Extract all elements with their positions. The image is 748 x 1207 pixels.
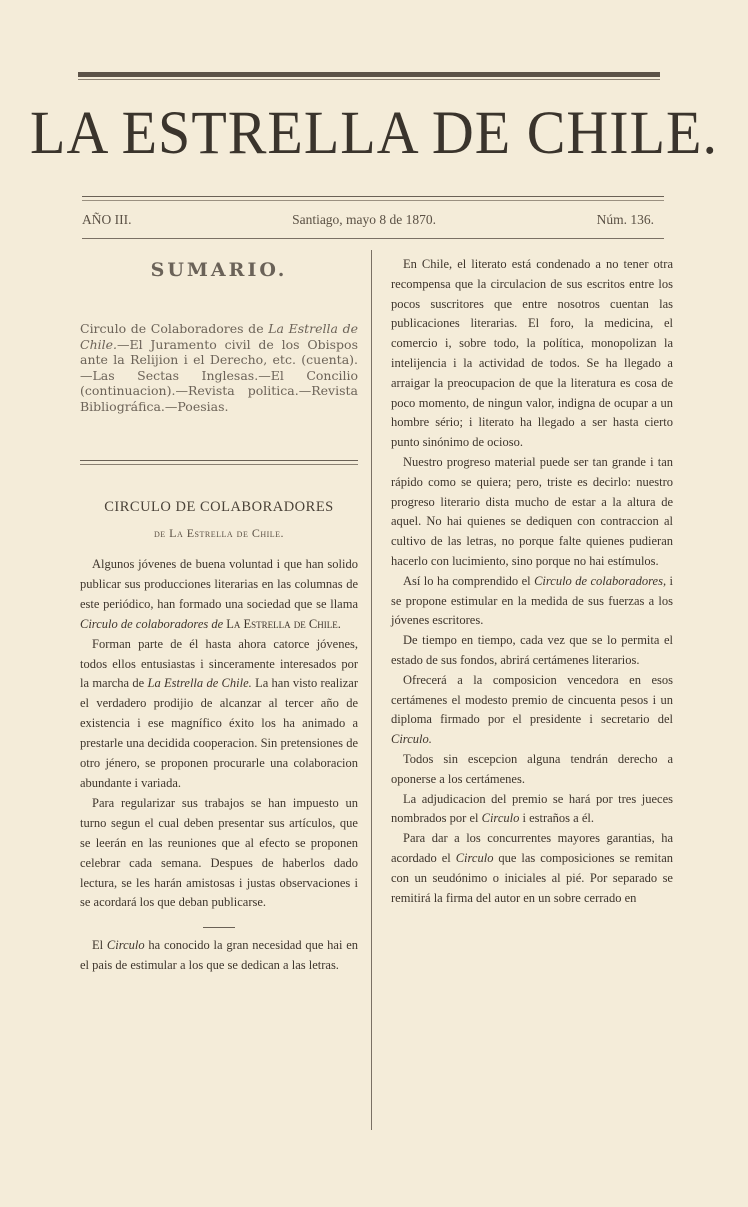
- sumario-title: SUMARIO.: [150, 259, 288, 281]
- masthead-title: LA ESTRELLA DE CHILE.: [30, 98, 718, 167]
- sumario-text-part: Circulo de Colaboradores de: [80, 321, 269, 336]
- sumario-text-part: —El Juramento civil de los Obispos ante la Relijion i el Derecho, etc. (cuenta).—Las Sectas Inglesas.—El Concilio (continuacion).—Revista politica.—Revista Bibliográfica.—Poesias.: [80, 336, 358, 414]
- paragraph-text: Algunos jóvenes de buena voluntad i que han solido publicar sus producciones literarias en las columnas de este periódico, han formado una sociedad que se llama: [80, 557, 358, 611]
- paragraph-italic: Circulo: [455, 850, 494, 865]
- masthead-rule: [82, 196, 664, 197]
- paragraph-text: El: [92, 938, 107, 953]
- paragraph-text: Para dar a los concurrentes mayores garantias, ha acordado el: [391, 831, 673, 865]
- article-paragraph: [80, 555, 358, 635]
- article-paragraph: [391, 671, 673, 750]
- article-paragraph: [391, 829, 673, 908]
- sumario-text-italic: La Estrella de Chile.: [80, 321, 358, 352]
- top-thick-rule: [78, 72, 660, 77]
- article-paragraph: [80, 936, 358, 976]
- article-paragraph: Nuestro progreso material puede ser tan grande i tan rápido como se quiera; pero, triste es decirlo: nuestro progreso literario dista mucho de estar a la altura de aquel. No hai quienes se dediquen con contraccion al cultivo de las letras, no porque falte quienes pudieran hacerlo con lucimiento, sino porque no hai estímulos.: [391, 454, 673, 568]
- paragraph-text: i estraños a él.: [519, 811, 594, 826]
- right-column: [391, 255, 673, 908]
- left-column: [80, 255, 358, 976]
- issue-number: Núm. 136.: [596, 212, 654, 227]
- article-paragraph: [391, 572, 673, 631]
- dateline: [82, 212, 654, 228]
- paragraph-text: La han visto realizar el verdadero prodijio de alcanzar al tercer año de existencia i ese magnífico éxito los ha animado a prestarle una decidida cooperacion. Sin pretensiones de otro jénero, se proponen procurarle una colaboracion abundante i variada.: [80, 676, 358, 790]
- issue-place-date: Santiago, mayo 8 de 1870.: [292, 212, 437, 227]
- paragraph-smallcaps: La Estrella de Chile.: [223, 616, 341, 631]
- paragraph-text: i se propone estimular en la medida de sus fuerzas a los jóvenes escritores.: [391, 573, 673, 628]
- issue-year: AÑO III.: [82, 212, 132, 227]
- paragraph-italic: Circulo: [481, 811, 520, 826]
- masthead-rule-thin: [82, 200, 664, 201]
- article-paragraph: De tiempo en tiempo, cada vez que se lo permita el estado de sus fondos, abrirá certámenes literarios.: [391, 633, 673, 667]
- paragraph-italic: La Estrella de Chile.: [147, 676, 252, 691]
- article-paragraph: [391, 790, 673, 830]
- paragraph-italic: Circulo.: [391, 732, 432, 747]
- paragraph-text: ha conocido la gran necesidad que hai en el pais de estimular a los que se dedican a las letras.: [80, 938, 359, 973]
- column-divider: [371, 250, 372, 1130]
- article-paragraph: Para regularizar sus trabajos se han impuesto un turno segun el cual deben presentar sus artículos, que se leerán en las reuniones que al efecto se proponen celebrar cada semana. Despues de haberlos dado lectura, se les harán amistosas i justas observaciones i se acordará los que deban publicarse.: [80, 795, 358, 910]
- paragraph-text: Así lo ha comprendido el: [403, 573, 535, 588]
- paragraph-text: que las composiciones se remitan con un seudónimo o iniciales al pié. Por separado se remitirá la firma del autor en un sobre cerrado en: [391, 850, 673, 905]
- article-paragraph: En Chile, el literato está condenado a no tener otra recompensa que la circulacion de sus escritos entre los pocos suscritores que entre nosotros cuentan las publicaciones literarias. El foro, la medicina, el comercio i, sobre todo, la política, monopolizan la intelijencia i la actividad de todos. Se ha llegado a arraigar la preocupacion de que la literatura es cosa de poco momento, de ningun valor, indigna de ocupar a un hombre sério; i literato ha llegado a ser hasta cierto punto sinónimo de ocioso.: [391, 257, 673, 450]
- article-subtitle: de La Estrella de Chile.: [153, 526, 285, 540]
- paragraph-text: Ofrecerá a la composicion vencedora en esos certámenes el modesto premio de cincuenta pesos i un diploma firmado por el presidente i secretario del: [391, 672, 673, 727]
- paragraph-text: Forman parte de él hasta ahora catorce jóvenes, todos ellos entusiastas i sinceramente interesados por la marcha de: [80, 636, 358, 691]
- paragraph-text: La adjudicacion del premio se hará por tres jueces nombrados por el: [391, 791, 673, 826]
- paragraph-italic: Circulo: [106, 938, 145, 953]
- sumario-text: [80, 321, 358, 414]
- section-divider: [80, 460, 358, 465]
- article-paragraph: Todos sin escepcion alguna tendrán derecho a oponerse a los certámenes.: [391, 751, 673, 786]
- paragraph-italic: Circulo de colaboradores,: [534, 573, 667, 588]
- short-rule: [203, 927, 235, 928]
- article-title: CIRCULO DE COLABORADORES: [104, 499, 334, 515]
- dateline-rule: [82, 238, 664, 239]
- article-paragraph: [80, 635, 358, 794]
- paragraph-italic: Circulo de colaboradores de: [80, 616, 224, 631]
- top-thin-rule: [78, 79, 660, 80]
